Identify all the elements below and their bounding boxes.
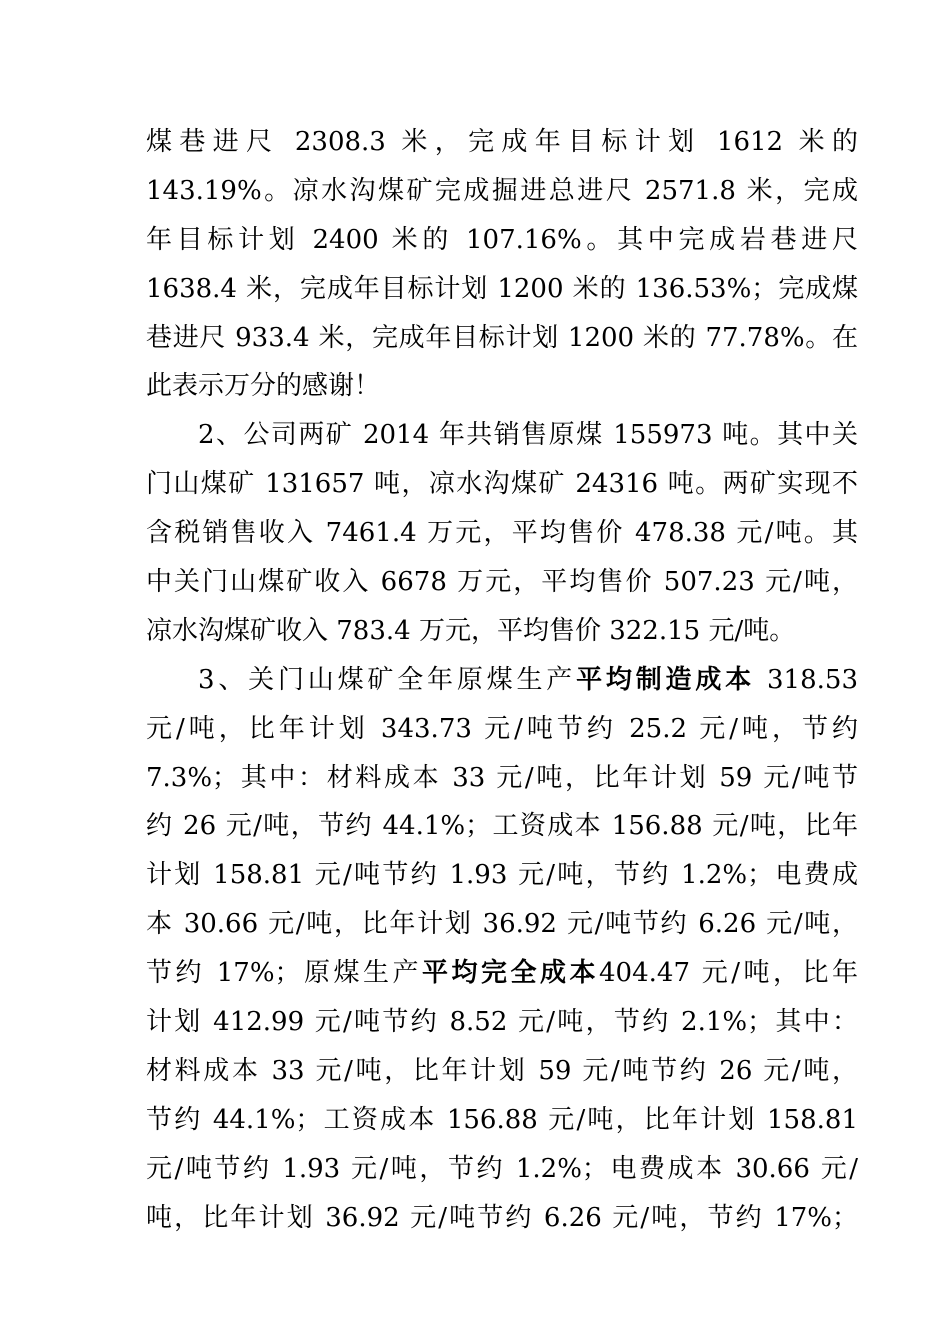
text-segment: 节约 17%；原煤生产 <box>146 958 423 989</box>
text-line: 计划 412.99 元/吨节约 8.52 元/吨，节约 2.1%；其中： <box>146 1007 858 1038</box>
paragraph-costs <box>146 656 858 1243</box>
text-line: 计划 158.81 元/吨节约 1.93 元/吨，节约 1.2%；电费成 <box>146 860 858 891</box>
text-line: 中关门山煤矿收入 6678 万元，平均售价 507.23 元/吨， <box>146 567 858 598</box>
text-line: 煤巷进尺 2308.3 米，完成年目标计划 1612 米的 <box>146 127 858 157</box>
bold-term: 平均制造成本 <box>576 664 755 695</box>
text-line: 元/吨，比年计划 343.73 元/吨节约 25.2 元/吨，节约 <box>146 713 858 744</box>
text-line <box>146 656 858 705</box>
text-line <box>146 949 858 998</box>
text-line: 材料成本 33 元/吨，比年计划 59 元/吨节约 26 元/吨， <box>146 1055 858 1086</box>
text-line: 143.19%。凉水沟煤矿完成掘进总进尺 2571.8 米，完成 <box>146 175 858 206</box>
text-line: 含税销售收入 7461.4 万元，平均售价 478.38 元/吨。其 <box>146 518 858 549</box>
body-text <box>146 118 858 1242</box>
text-line: 此表示万分的感谢！ <box>146 371 381 402</box>
text-line: 约 26 元/吨，节约 44.1%；工资成本 156.88 元/吨，比年 <box>146 811 858 842</box>
text-line: 1638.4 米，完成年目标计划 1200 米的 136.53%；完成煤 <box>146 273 858 304</box>
text-segment: 3、关门山煤矿全年原煤生产 <box>198 664 577 695</box>
text-segment: 318.53 <box>767 664 858 695</box>
text-line: 元/吨节约 1.93 元/吨，节约 1.2%；电费成本 30.66 元/ <box>146 1153 858 1184</box>
text-line: 本 30.66 元/吨，比年计划 36.92 元/吨节约 6.26 元/吨， <box>146 909 858 940</box>
bold-term: 平均完全成本 <box>422 958 600 989</box>
text-line: 门山煤矿 131657 吨，凉水沟煤矿 24316 吨。两矿实现不 <box>146 469 858 500</box>
text-line: 吨，比年计划 36.92 元/吨节约 6.26 元/吨，节约 17%； <box>146 1202 858 1233</box>
text-segment: 404.47 元/吨，比年 <box>599 958 858 989</box>
text-line: 凉水沟煤矿收入 783.4 万元，平均售价 322.15 元/吨。 <box>146 615 796 646</box>
paragraph-sales <box>146 411 858 655</box>
text-line: 年目标计划 2400 米的 107.16%。其中完成岩巷进尺 <box>146 224 858 255</box>
text-line: 节约 44.1%；工资成本 156.88 元/吨，比年计划 158.81 <box>146 1104 858 1135</box>
paragraph-mining-progress <box>146 118 858 411</box>
text-line: 7.3%；其中：材料成本 33 元/吨，比年计划 59 元/吨节 <box>146 762 858 793</box>
text-line: 2、公司两矿 2014 年共销售原煤 155973 吨。其中关 <box>198 420 858 451</box>
text-line: 巷进尺 933.4 米，完成年目标计划 1200 米的 77.78%。在 <box>146 322 858 353</box>
